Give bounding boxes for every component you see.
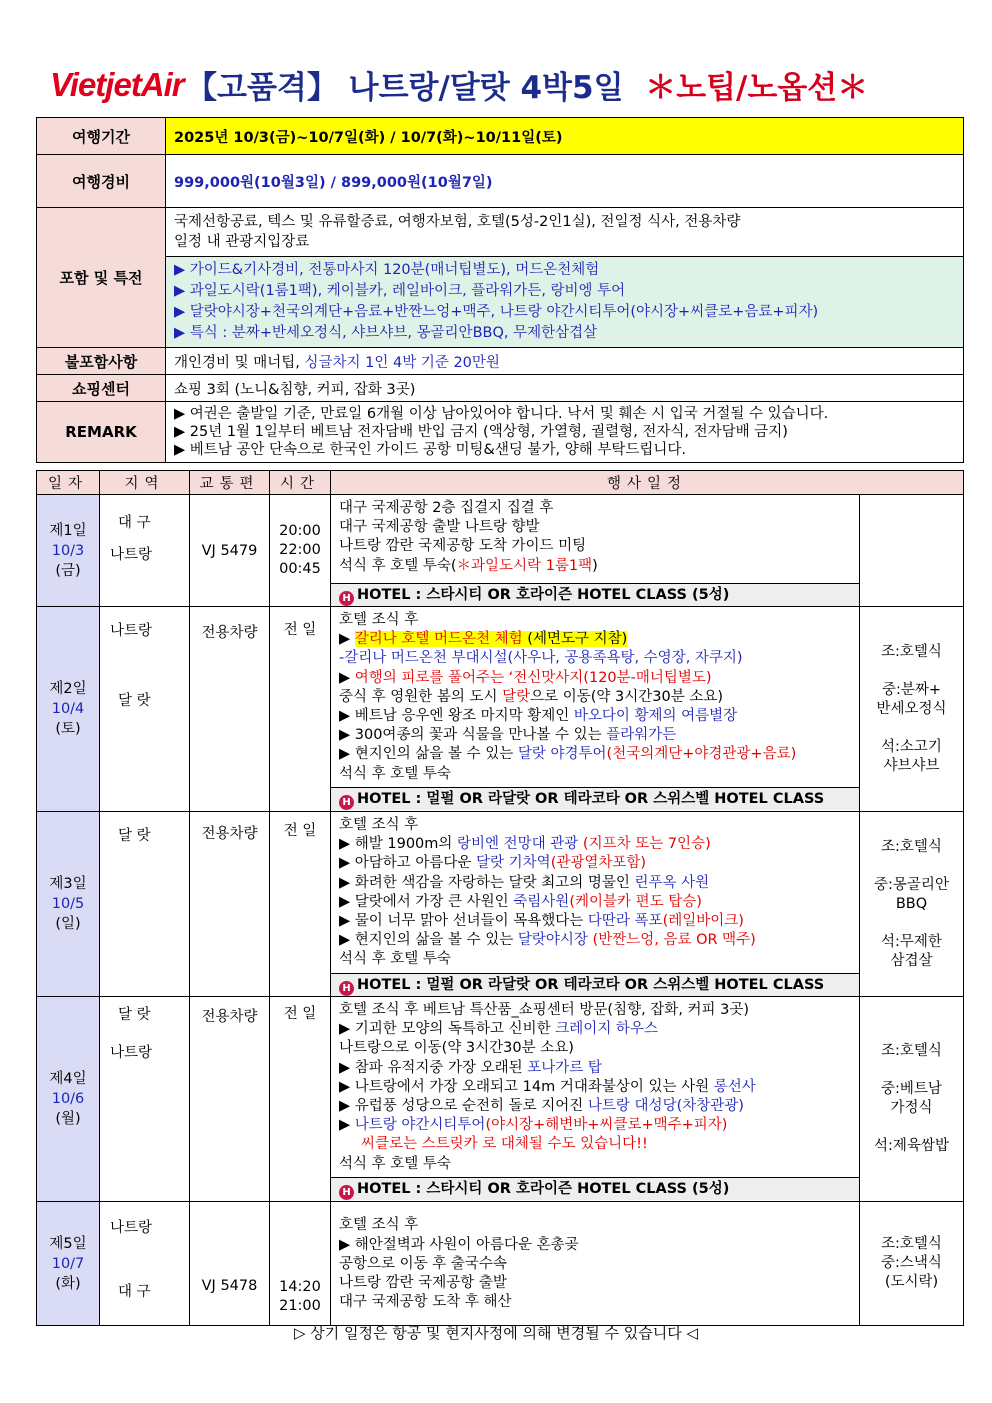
tour-detail: (레일바이크): [662, 913, 744, 930]
region-cell: [100, 997, 190, 1202]
itinerary-line: 석식 후 호텔 투숙: [339, 1155, 451, 1172]
line-text: 중식 후 영원한 봄의 도시: [339, 688, 503, 705]
exclude-label: 불포함사항: [37, 348, 166, 375]
day-label: 제3일: [49, 876, 87, 892]
day-weekday: (월): [55, 1111, 81, 1127]
itinerary-line: [339, 874, 853, 893]
day-row-5: [37, 1202, 964, 1326]
exclude-value: [166, 348, 964, 375]
place-highlight: 포나가르 탑: [527, 1059, 602, 1076]
meal-breakfast: 조:호텔식: [881, 643, 942, 660]
include-line: 국제선항공료, 텍스 및 유류할증료, 여행자보험, 호텔(5성-2인1실), 전일정 식사, 전용차량: [174, 214, 741, 230]
col-itinerary: 행사일정: [331, 471, 964, 495]
perk-item: ▶ 과일도시락(1룸1팩), 케이블카, 레일바이크, 플라워가든, 랑비엥 투어: [174, 283, 626, 299]
meal-cell: [860, 1202, 964, 1326]
line-text: ▶: [339, 631, 355, 648]
tour-detail: (야시장+해변바+씨클로+맥주+피자): [485, 1117, 728, 1134]
remark-item: ▶ 25년 1월 1일부터 베트남 전자담배 반입 금지 (액상형, 가열형, 궐렬형, 전자식, 전자담배 금지): [174, 424, 788, 440]
massage-highlight: 여행의 피로를 풀어주는 ‘전신맛사지(120분-매너팁별도): [354, 669, 712, 686]
line-text: ▶ 300여종의 꽃과 식물을 만나볼 수 있는: [339, 727, 607, 744]
hotel-text: HOTEL : 멀펄 OR 라달랏 OR 테라코타 OR 스위스벨 HOTEL CLASS: [357, 791, 825, 807]
line-text: ▶ 현지인의 삶을 볼 수 있는: [339, 932, 518, 949]
region-name: 달 랏: [118, 828, 151, 844]
remark-item: ▶ 베트남 공안 단속으로 한국인 가이드 공항 미팅&샌딩 불가, 양해 부탁드립니다.: [174, 442, 686, 458]
meal-lunch: 중:스낵식: [881, 1255, 942, 1271]
hotel-line: [331, 787, 859, 810]
itinerary-line: 대구 국제공항 출발 나트랑 향발: [339, 519, 540, 536]
day-cell: [37, 607, 100, 812]
hotel-line: [331, 1177, 859, 1200]
itinerary-line: 나트랑으로 이동(약 3시간30분 소요): [339, 1040, 574, 1057]
title-grade: 고품격: [217, 70, 307, 106]
itinerary-line: [339, 726, 853, 745]
tour-detail: (차창관광): [676, 1098, 744, 1115]
itinerary-line: [339, 893, 853, 912]
cost-label: 여행경비: [37, 155, 166, 208]
meal-dinner: 석:제육쌈밥: [874, 1138, 949, 1154]
itinerary-line: 석식 후 호텔 투숙: [339, 951, 451, 968]
meal-lunch: 가정식: [890, 1100, 933, 1116]
region-name: 달 랏: [118, 693, 151, 709]
day-date: 10/5: [51, 896, 85, 912]
info-table: [36, 117, 964, 463]
place-highlight: 달랏 야경투어: [517, 746, 607, 763]
place-highlight: 랑비엔 전망대 관광: [457, 836, 579, 853]
period-value: 2025년 10/3(금)~10/7일(화) / 10/7(화)~10/11일(토): [166, 118, 964, 155]
day-weekday: (화): [55, 1275, 81, 1292]
title-main: 나트랑/달랏 4박5일: [348, 70, 624, 106]
page-title: [186, 62, 868, 107]
itinerary-line: 나트랑 깜란 국제공항 도착 가이드 미팅: [339, 538, 587, 555]
day-cell: [37, 997, 100, 1202]
hotel-text: HOTEL : 스타시티 OR 호라이즌 HOTEL CLASS (5성): [357, 587, 730, 603]
line-text: (세면도구 지참): [522, 631, 628, 648]
transport-cell: 전용차량: [190, 812, 270, 997]
mud-spa-highlight: 갈리나 호텔 머드온천 체험: [354, 631, 523, 648]
place-highlight: 바오다이 황제의 여름별장: [573, 708, 738, 725]
itinerary-line: [339, 707, 853, 726]
hotel-icon: H: [339, 981, 354, 996]
region-name: 대 구: [118, 515, 151, 531]
day-cell: [37, 1202, 100, 1326]
line-text: ▶ 참파 유적지중 가장 오래된: [339, 1059, 528, 1076]
itinerary-line: [339, 630, 853, 649]
itinerary-cell: [331, 495, 860, 607]
period-label: 여행기간: [37, 118, 166, 155]
day-row-3: [37, 812, 964, 997]
itinerary-line: [339, 1097, 853, 1116]
itinerary-line: [339, 688, 853, 707]
shop-value: 쇼핑 3회 (노니&침향, 커피, 잡화 3곳): [166, 375, 964, 402]
include-basic: [166, 208, 964, 257]
region-cell: [100, 812, 190, 997]
place-highlight: 달랏 기차역: [476, 855, 551, 872]
meal-breakfast: 조:호텔식: [881, 1043, 942, 1059]
itinerary-line: [339, 557, 853, 576]
place-highlight: 크레이지 하우스: [555, 1021, 658, 1038]
line-text: ▶ 해발 1900m의: [339, 836, 458, 853]
itinerary-line: 석식 후 호텔 투숙: [339, 765, 451, 782]
tour-detail: (지프차 또는 7인승): [578, 836, 711, 853]
region-name: 나트랑: [110, 1220, 153, 1236]
itinerary-line: [339, 931, 853, 950]
time-cell: 전 일: [270, 997, 331, 1202]
meal-cell: [860, 495, 964, 607]
day-label: 제2일: [49, 681, 87, 697]
page-header: [36, 62, 964, 108]
line-text: ▶ 달랏에서 가장 큰 사원인: [339, 893, 514, 910]
cyclo-note: 씨클로는 스트릿카 로 대체될 수도 있습니다!!: [361, 1136, 648, 1153]
line-text: ▶ 나트랑에서 가장 오래되고 14m 거대좌불상이 있는 사원: [339, 1078, 714, 1095]
region-name: 나트랑: [110, 547, 153, 563]
line-text: ▶ 베트남 응우엔 왕조 마지막 황제인: [339, 708, 574, 725]
remark-item: ▶ 여권은 출발일 기준, 만료일 6개월 이상 남아있어야 합니다. 낙서 및 훼손 시 입국 거절될 수 있습니다.: [174, 406, 829, 422]
region-name: 대 구: [118, 1284, 151, 1300]
perk-item: ▶ 특식 : 분짜+반세오정식, 샤브샤브, 몽골리안BBQ, 무제한삼겹살: [174, 325, 598, 341]
place-highlight: 다딴라 폭포: [587, 913, 663, 930]
col-time: 시간: [270, 471, 331, 495]
day-cell: [37, 812, 100, 997]
itinerary-line: [339, 1078, 853, 1097]
region-name: 나트랑: [110, 623, 153, 639]
hotel-text: HOTEL : 스타시티 OR 호라이즌 HOTEL CLASS (5성): [357, 1181, 730, 1197]
meal-lunch: 중:몽골리안: [874, 876, 949, 893]
day-date: 10/4: [51, 701, 85, 717]
place-highlight: 나트랑 야간시티투어: [354, 1117, 486, 1134]
day-row-1: [37, 495, 964, 607]
tour-detail: (케이블카 편도 탑승): [569, 893, 702, 910]
meal-dinner: 삼겹살: [890, 952, 933, 969]
time-cell: [270, 1202, 331, 1326]
include-line: 일정 내 관광지입장료: [174, 234, 310, 250]
title-bracket-close: 】: [306, 70, 338, 106]
line-text: ▶: [339, 669, 355, 686]
itinerary-line: 호텔 조식 후: [339, 817, 419, 833]
meal-lunch: (도시락): [884, 1274, 939, 1290]
transport-cell: 전용차량: [190, 997, 270, 1202]
line-text: ▶ 아담하고 아름다운: [339, 855, 477, 872]
line-text: 석식 후 호텔 투숙(: [339, 557, 457, 574]
hotel-line: [331, 583, 859, 606]
tour-detail: (관광열차포함): [550, 855, 647, 872]
itinerary-line: ▶ 해안절벽과 사원이 아름다운 혼총곶: [339, 1236, 579, 1253]
region-name: 달 랏: [118, 1007, 151, 1023]
itinerary-line: [339, 835, 853, 854]
col-region: 지역: [100, 471, 190, 495]
region-cell: [100, 495, 190, 607]
region-cell: [100, 1202, 190, 1326]
day-weekday: (금): [55, 562, 81, 579]
include-perks: [166, 257, 964, 348]
time-item: 20:00: [279, 523, 321, 539]
itinerary-line: [339, 854, 853, 873]
itinerary-line: 호텔 조식 후 베트남 특산품_쇼핑센터 방문(침향, 잡화, 커피 3곳): [339, 1002, 750, 1018]
perk-item: ▶ 가이드&기사경비, 전통마사지 120분(매너팁별도), 머드온천체험: [174, 262, 600, 278]
itinerary-line: [339, 912, 853, 931]
day-row-4: [37, 997, 964, 1202]
meal-cell: [860, 812, 964, 997]
itinerary-cell: [331, 607, 860, 812]
perk-item: ▶ 달랏야시장+천국의계단+음료+반짠느엉+맥주, 나트랑 야간시티투어(야시장+씨클로+음료+피자): [174, 304, 819, 320]
hotel-line: [331, 973, 859, 996]
day-label: 제4일: [49, 1071, 87, 1087]
itinerary-line: [339, 1116, 853, 1135]
day-row-2: [37, 607, 964, 812]
col-transport: 교통편: [190, 471, 270, 495]
hotel-icon: H: [339, 795, 354, 810]
place-highlight: 달랏: [502, 688, 531, 705]
region-name: 나트랑: [110, 1045, 153, 1061]
schedule-table: [36, 470, 964, 1326]
day-label: 제1일: [49, 522, 87, 539]
itinerary-cell: [331, 997, 860, 1202]
meal-lunch: 반세오정식: [876, 700, 947, 717]
shop-label: 쇼핑센터: [37, 375, 166, 402]
itinerary-line: 대구 국제공항 2층 집결지 집결 후: [339, 500, 554, 516]
place-highlight: 죽림사원: [513, 893, 570, 910]
itinerary-line: 나트랑 깜란 국제공항 출발: [339, 1275, 507, 1292]
itinerary-line: [339, 1059, 853, 1078]
title-tail: ＊노팁/노옵션＊: [645, 70, 869, 106]
meal-dinner: 샤브샤브: [883, 757, 940, 774]
meal-lunch: 중:베트남: [881, 1081, 942, 1097]
line-text: ▶ 유럽풍 성당으로 순전히 돌로 지어진: [339, 1098, 588, 1115]
time-cell: [270, 495, 331, 607]
itinerary-line: [339, 745, 853, 764]
col-day: 일자: [37, 471, 100, 495]
cost-value: 999,000원(10월3일) / 899,000원(10월7일): [166, 155, 964, 208]
remark-label: REMARK: [37, 402, 166, 463]
meal-cell: [860, 997, 964, 1202]
itinerary-line: 공항으로 이동 후 출국수속: [339, 1255, 507, 1272]
place-highlight: 나트랑 대성당: [587, 1098, 677, 1115]
transport-cell: 전용차량: [190, 607, 270, 812]
time-cell: 전 일: [270, 812, 331, 997]
title-bracket-open: 【: [186, 70, 217, 106]
hotel-icon: H: [339, 1185, 354, 1200]
transport-cell: VJ 5479: [190, 495, 270, 607]
exclude-text: 개인경비 및 매너팁,: [174, 354, 305, 371]
line-text: ▶ 물이 너무 맑아 선녀들이 목욕했다는: [339, 913, 588, 930]
meal-dinner: 석:무제한: [881, 933, 942, 950]
line-text: ▶ 현지인의 삶을 볼 수 있는: [339, 746, 518, 763]
region-cell: [100, 607, 190, 812]
day-date: 10/3: [51, 542, 85, 559]
day-cell: [37, 495, 100, 607]
fruit-box-note: ＊과일도시락 1룸1팩: [456, 557, 593, 574]
footnote: ▷ 상기 일정은 항공 및 현지사정에 의해 변경될 수 있습니다 ◁: [293, 1324, 699, 1342]
day-label: 제5일: [49, 1235, 87, 1252]
place-highlight: 롱선사: [713, 1078, 756, 1095]
time-cell: 전 일: [270, 607, 331, 812]
itinerary-line: 호텔 조식 후: [339, 1217, 419, 1234]
hotel-text: HOTEL : 멀펄 OR 라달랏 OR 테라코타 OR 스위스벨 HOTEL CLASS: [357, 977, 825, 993]
itinerary-line: 호텔 조식 후: [339, 612, 419, 628]
itinerary-line: 대구 국제공항 도착 후 해산: [339, 1294, 512, 1311]
day-weekday: (일): [55, 916, 81, 932]
meal-cell: [860, 607, 964, 812]
place-highlight: 플라워가든: [606, 727, 677, 744]
meal-breakfast: 조:호텔식: [881, 1236, 942, 1252]
meal-lunch: BBQ: [895, 895, 928, 912]
line-text: ▶ 기괴한 모양의 독특하고 신비한: [339, 1021, 556, 1038]
line-text: ▶ 화려한 색감을 자랑하는 달랏 최고의 명물인: [339, 874, 635, 891]
day-weekday: (토): [55, 721, 81, 737]
place-highlight: 린푸옥 사원: [634, 874, 710, 891]
meal-dinner: 석:소고기: [881, 738, 942, 755]
day-date: 10/7: [51, 1255, 85, 1272]
line-text: ): [592, 557, 598, 574]
itinerary-line: [339, 1020, 853, 1039]
hotel-icon: H: [339, 591, 354, 606]
tour-detail: (반짠느엉, 음료 OR 맥주): [587, 932, 756, 949]
meal-lunch: 중:분짜+: [881, 681, 942, 698]
day-date: 10/6: [51, 1091, 85, 1107]
itinerary-line: -갈리나 머드온천 부대시설(사우나, 공용족욕탕, 수영장, 자쿠지): [339, 650, 743, 667]
remark-value: [166, 402, 964, 463]
single-charge: 싱글차지 1인 4박 기준 20만원: [304, 354, 500, 371]
line-text: 으로 이동(약 3시간30분 소요): [530, 688, 724, 705]
tour-detail: (천국의계단+야경관광+음료): [606, 746, 797, 763]
include-label: 포함 및 특전: [37, 208, 166, 348]
transport-cell: VJ 5478: [190, 1202, 270, 1326]
itinerary-line: [339, 669, 853, 688]
meal-breakfast: 조:호텔식: [881, 838, 942, 855]
time-item: 00:45: [279, 561, 321, 577]
line-text: ▶: [339, 1117, 355, 1134]
place-highlight: 달랏야시장: [517, 932, 588, 949]
itinerary-cell: [331, 1202, 860, 1326]
time-item: 14:20: [279, 1279, 321, 1295]
vietjetair-logo: VietjetAir: [50, 66, 184, 103]
time-item: 22:00: [279, 542, 321, 558]
itinerary-cell: [331, 812, 860, 997]
time-item: 21:00: [279, 1298, 321, 1314]
